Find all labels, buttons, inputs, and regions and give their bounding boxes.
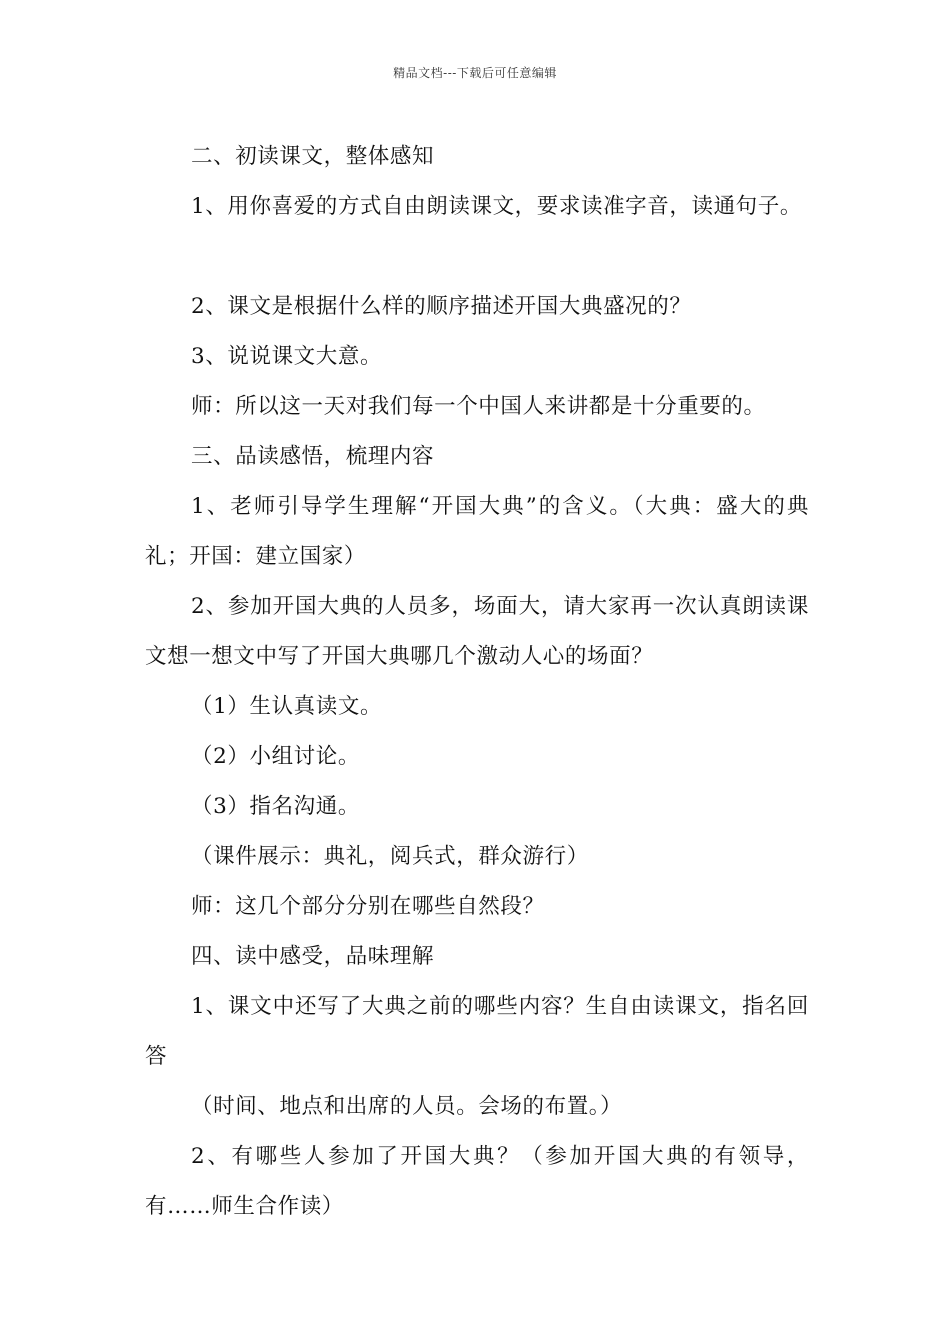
paragraph: 1、老师引导学生理解“开国大典”的含义。（大典：盛大的典礼；开国：建立国家） (145, 494, 809, 569)
paragraph: （2）小组讨论。 (191, 744, 360, 769)
paragraph: 2、参加开国大典的人员多，场面大，请大家再一次认真朗读课文想一想文中写了开国大典哪几个激动人心的场面？ (145, 594, 809, 669)
paragraph: 师：这几个部分分别在哪些自然段？ (191, 894, 545, 919)
paragraph: 2、课文是根据什么样的顺序描述开国大典盛况的？ (191, 294, 692, 319)
paragraph: （1）生认真读文。 (191, 694, 383, 719)
paragraph: （3）指名沟通。 (191, 794, 360, 819)
paragraph: 2、有哪些人参加了开国大典？（参加开国大典的有领导，有……师生合作读） (145, 1144, 809, 1219)
document-body (145, 132, 809, 1232)
page-header: 精品文档---下载后可任意编辑 (393, 66, 557, 80)
section-heading: 三、品读感悟，梳理内容 (191, 444, 435, 469)
section-heading: 二、初读课文，整体感知 (191, 144, 435, 169)
paragraph: 师：所以这一天对我们每一个中国人来讲都是十分重要的。 (191, 394, 766, 419)
paragraph: 1、用你喜爱的方式自由朗读课文，要求读准字音，读通句子。 (191, 194, 802, 219)
paragraph: 3、说说课文大意。 (191, 344, 383, 369)
paragraph: 1、课文中还写了大典之前的哪些内容？生自由读课文，指名回答 (145, 994, 809, 1069)
section-heading: 四、读中感受，品味理解 (191, 944, 435, 969)
paragraph: （时间、地点和出席的人员。会场的布置。） (191, 1094, 623, 1119)
paragraph: （课件展示：典礼，阅兵式，群众游行） (191, 844, 589, 869)
